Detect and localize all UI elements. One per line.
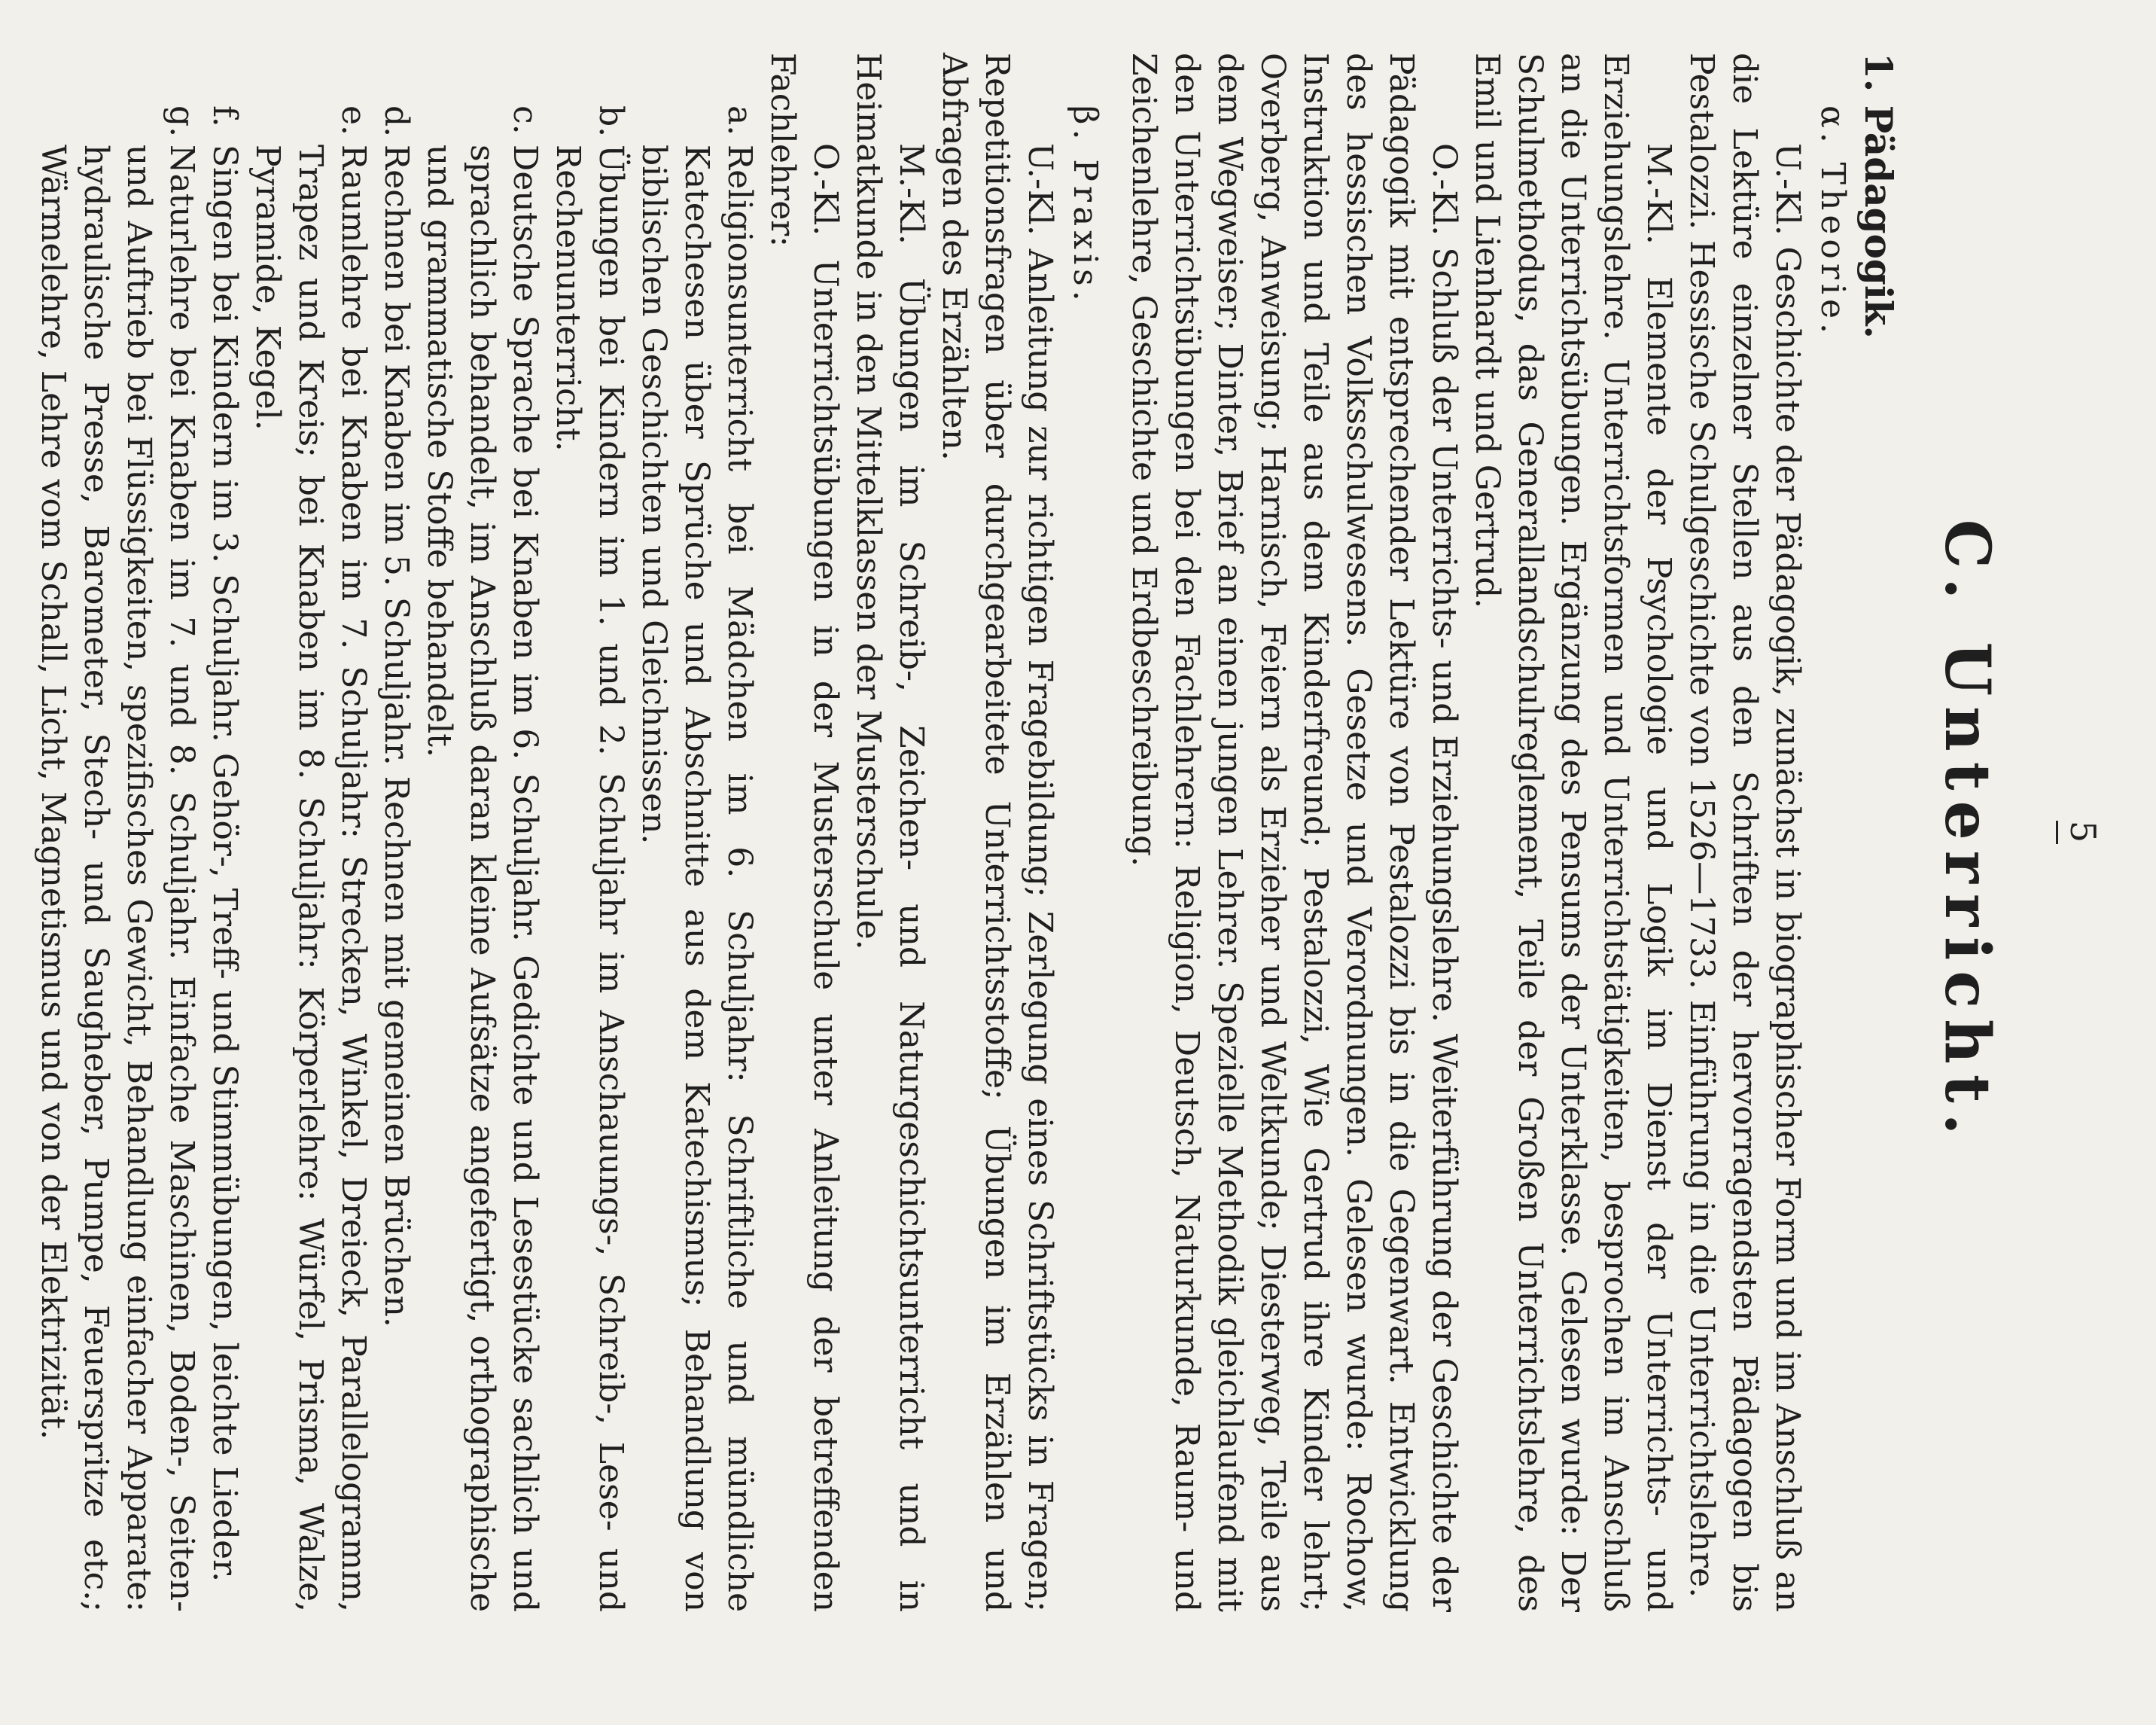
heading-praxis: β. Praxis. xyxy=(1066,105,1104,306)
section-title-wrap xyxy=(1931,53,2003,1612)
heading-theorie: α. Theorie. xyxy=(1813,105,1852,339)
praxis-unterklasse: U.-Kl. Anleitung zur richtigen Fragebildung; Zerlegung eines Schriftstücks in Fragen; Repetitionsfragen über durchgearbeitete Unterrichtsstoffe; Übungen im Erzählen und Abfragen des Erzählten. xyxy=(935,53,1059,1612)
praxis-item-a: a.Religionsunterricht bei Mädchen im 6. Schuljahr: Schriftliche und mündliche Katechesen über Sprüche und Abschnitte aus dem Katechismus; Behandlung von biblischen Geschichten und Gleichnissen. xyxy=(635,105,759,1612)
theorie-unterklasse: U.-Kl. Geschichte der Pädagogik, zunächst in biographischer Form und im Anschluß an die Lektüre einzelner Stellen aus den Schriften der hervorragendsten Pädagogen bis Pestalozzi. Hessische Schulgeschichte von 1526—1733. Einführung in die Unterrichtslehre. xyxy=(1682,53,1807,1612)
praxis-oberklasse: O.-Kl. Unterrichtsübungen in der Musterschule unter Anleitung der betreffenden Fachlehrer: xyxy=(763,53,845,1612)
praxis-item-e: e.Raumlehre bei Knaben im 7. Schuljahr: Strecken, Winkel, Dreieck, Parallelogramm, Trapez und Kreis; bei Knaben im 8. Schuljahr: Körperlehre: Würfel, Prisma, Walze, Pyramide, Kegel. xyxy=(248,105,373,1612)
praxis-item-c: c.Deutsche Sprache bei Knaben im 6. Schuljahr. Gedichte und Lesestücke sachlich und sprachlich behandelt, im Anschluß daran kleine Aufsätze angefertigt, orthographische und grammatische Stoffe behandelt. xyxy=(420,105,544,1612)
theorie-oberklasse: O.-Kl. Schluß der Unterrichts- und Erziehungslehre. Weiterführung der Geschichte der Pädagogik mit entsprechender Lektüre von Pestalozzi bis in die Gegenwart. Entwicklung des hessischen Volksschulwesens. Gesetze und Verordnungen. Gelesen wurde: Rochow, Instruktion und Teile aus dem Kinderfreund; Pestalozzi, Wie Gertrud ihre Kinder lehrt; Overberg, Anweisung; Harnisch, Feiern als Erzieher und Weltkunde; Diesterweg, Teile aus dem Wegweiser; Dinter, Brief an einen jungen Lehrer. Spezielle Methodik gleichlaufend mit den Unterrichtsübungen bei den Fachlehrern: Religion, Deutsch, Naturkunde, Raum- und Zeichenlehre, Geschichte und Erdbeschreibung. xyxy=(1125,53,1463,1612)
praxis-item-g: g.Naturlehre bei Knaben im 7. und 8. Schuljahr. Einfache Maschinen, Boden-, Seiten- und Auftrieb bei Flüssigkeiten, spezifisches Gewicht, Behandlung einfacher Apparate: hydraulische Presse, Barometer, Stech- und Saugheber, Pumpe, Feuerspritze etc.; Wärmelehre, Lehre vom Schall, Licht, Magnetismus und von der Elektrizität. xyxy=(34,105,201,1612)
theorie-mittelklasse: M.-Kl. Elemente der Psychologie und Logik im Dienst der Unterrichts- und Erziehungslehre. Unterrichtsformen und Unterrichtstätigkeiten, besprochen im Anschluß an die Unterrichtsübungen. Ergänzung des Pensums der Unterklasse. Gelesen wurde: Der Schulmethodus, das Generallandschulreglement, Teile der Großen Unterrichtslehre, des Emil und Lienhardt und Gertrud. xyxy=(1468,53,1678,1612)
page-number: 5 xyxy=(2056,821,2103,844)
heading-paedagogik: 1. Pädagogik. xyxy=(1856,53,1901,339)
praxis-item-f: f.Singen bei Kindern im 3. Schuljahr. Gehör-, Treff- und Stimmübungen, leichte Lieder. xyxy=(206,105,244,1583)
section-title: C. Unterricht. xyxy=(1931,519,2003,1146)
praxis-item-b: b.Übungen bei Kindern im 1. und 2. Schuljahr im Anschauungs-, Schreib-, Lese- und Rechenunterricht. xyxy=(549,105,630,1612)
page-header xyxy=(2056,53,2103,1612)
praxis-item-d: d.Rechnen bei Knaben im 5. Schuljahr. Rechnen mit gemeinen Brüchen. xyxy=(377,105,416,1327)
praxis-mittelklasse: M.-Kl. Übungen im Schreib-, Zeichen- und Naturgeschichtsunterricht und in Heimatkunde in den Mittelklassen der Musterschule. xyxy=(849,53,930,1612)
